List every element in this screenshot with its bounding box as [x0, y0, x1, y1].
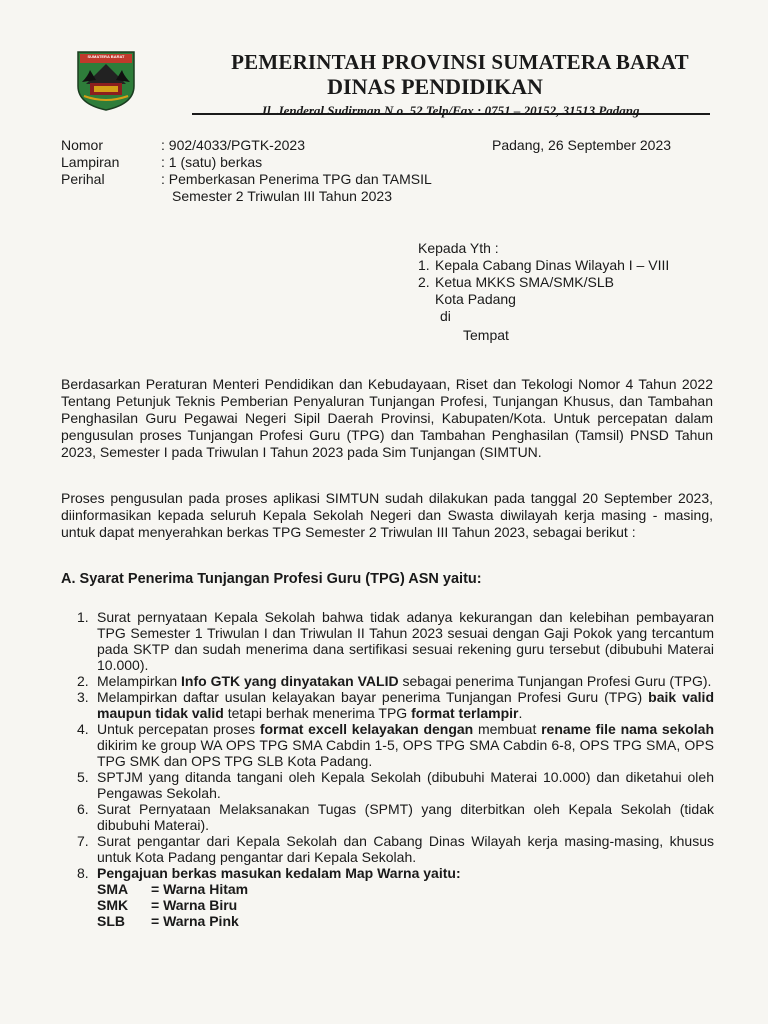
letterhead: [150, 50, 710, 119]
letterhead-agency: DINAS PENDIDIKAN: [327, 74, 543, 99]
folder-color-row: SMA = Warna Hitam: [97, 881, 249, 897]
addressee-item: 2. Ketua MKKS SMA/SMK/SLB: [418, 274, 614, 290]
place-date: Padang, 26 September 2023: [492, 137, 672, 153]
requirement-item: 8. Pengajuan berkas masukan kedalam Map Warna yaitu:: [77, 865, 461, 881]
perihal-value: : Pemberkasan Penerima TPG dan TAMSIL: [161, 171, 432, 187]
lampiran-value: : 1 (satu) berkas: [161, 154, 263, 170]
perihal-label: Perihal: [61, 171, 105, 187]
body-paragraph-1: Berdasarkan Peraturan Menteri Pendidikan dan Kebudayaan, Riset dan Tekologi Nomor 4 Tahun 2022 Tentang Petunjuk Teknis Pemberian Penyaluran Tunjangan Profesi, Tunjangan Khusus, dan Tambahan Penghasilan Guru Pegawai Negeri Sipil Daerah Provinsi, Kabupaten/Kota. Untuk percepatan dalam pengusulan proses Tunjangan Profesi Guru (TPG) dan Tambahan Penghasilan (Tamsil) PNSD Tahun 2023, Semester I pada Triwulan I Tahun 2023 pada Sim Tunjangan (SIMTUN.: [61, 376, 713, 460]
requirement-item: 3. Melampirkan daftar usulan kelayakan bayar penerima Tunjangan Profesi Guru (TPG) baik valid maupun tidak valid tetapi berhak menerima TPG format terlampir.: [77, 689, 714, 721]
addressee: [418, 240, 669, 344]
folder-color-row: SLB = Warna Pink: [97, 913, 239, 929]
folder-color-list: [97, 881, 714, 929]
body-paragraph-2: Proses pengusulan pada proses aplikasi SIMTUN sudah dilakukan pada tanggal 20 September 2023, diinformasikan kepada seluruh Kepala Sekolah Negeri dan Swasta diwilayah kerja masing - masing, untuk dapat menyerahkan berkas TPG Semester 2 Triwulan III Tahun 2023, sebagai berikut :: [61, 490, 713, 540]
meta-perihal: [61, 171, 432, 188]
lampiran-label: Lampiran: [61, 154, 120, 170]
requirement-item: 5. SPTJM yang ditanda tangani oleh Kepala Sekolah (dibubuhi Materai 10.000) dan diketahui oleh Pengawas Sekolah.: [77, 769, 714, 801]
letterhead-divider: [192, 113, 710, 115]
nomor-label: Nomor: [61, 137, 104, 153]
nomor-value: : 902/4033/PGTK-2023: [161, 137, 305, 153]
meta-nomor: [61, 137, 432, 154]
addressee-item: 1. Kepala Cabang Dinas Wilayah I – VIII: [418, 257, 670, 273]
meta-lampiran: [61, 154, 432, 171]
requirement-item: 2. Melampirkan Info GTK yang dinyatakan VALID sebagai penerima Tunjangan Profesi Guru (TPG).: [77, 673, 712, 689]
logo-caption: SUMATERA BARAT: [87, 54, 125, 59]
letter-meta: [61, 137, 432, 205]
addressee-tempat: Tempat: [463, 327, 509, 343]
folder-color-row: SMK = Warna Biru: [97, 897, 238, 913]
requirement-item: 7. Surat pengantar dari Kepala Sekolah dan Cabang Dinas Wilayah kerja masing-masing, khusus untuk Kota Padang pengantar dari Kepala Sekolah.: [77, 833, 714, 865]
addressee-list: [418, 257, 669, 291]
letterhead-address: Jl. Jenderal Sudirman N o. 52 Telp/Fax : 0751 – 20152, 31513 Padang: [260, 103, 640, 118]
province-logo-icon: [76, 50, 136, 112]
section-a-title: A. Syarat Penerima Tunjangan Profesi Guru (TPG) ASN yaitu:: [61, 571, 482, 587]
addressee-city: Kota Padang: [435, 291, 516, 307]
addressee-greeting: Kepada Yth :: [418, 240, 499, 256]
addressee-di: di: [440, 308, 451, 324]
letterhead-government: PEMERINTAH PROVINSI SUMATERA BARAT: [231, 50, 689, 74]
perihal-continuation: Semester 2 Triwulan III Tahun 2023: [172, 188, 392, 204]
requirement-item: 1. Surat pernyataan Kepala Sekolah bahwa tidak adanya kekurangan dan kelebihan pembayaran TPG Semester 1 Triwulan I dan Triwulan II Tahun 2023 sesuai dengan Gaji Pokok yang tercantum pada SKTP dan sudah menerima dana sertifikasi sesuai rekening guru tersebut (dibubuhi Materai 10.000).: [77, 609, 714, 673]
requirements-list: [77, 609, 714, 929]
requirement-item: 6. Surat Pernyataan Melaksanakan Tugas (SPMT) yang diterbitkan oleh Kepala Sekolah (tidak dibubuhi Materai).: [77, 801, 714, 833]
requirement-item: 4. Untuk percepatan proses format excell kelayakan dengan membuat rename file nama sekolah dikirim ke group WA OPS TPG SMA Cabdin 1-5, OPS TPG SMA Cabdin 6-8, OPS TPG SMA, OPS TPG SMK dan OPS TPG SLB Kota Padang.: [77, 721, 715, 769]
